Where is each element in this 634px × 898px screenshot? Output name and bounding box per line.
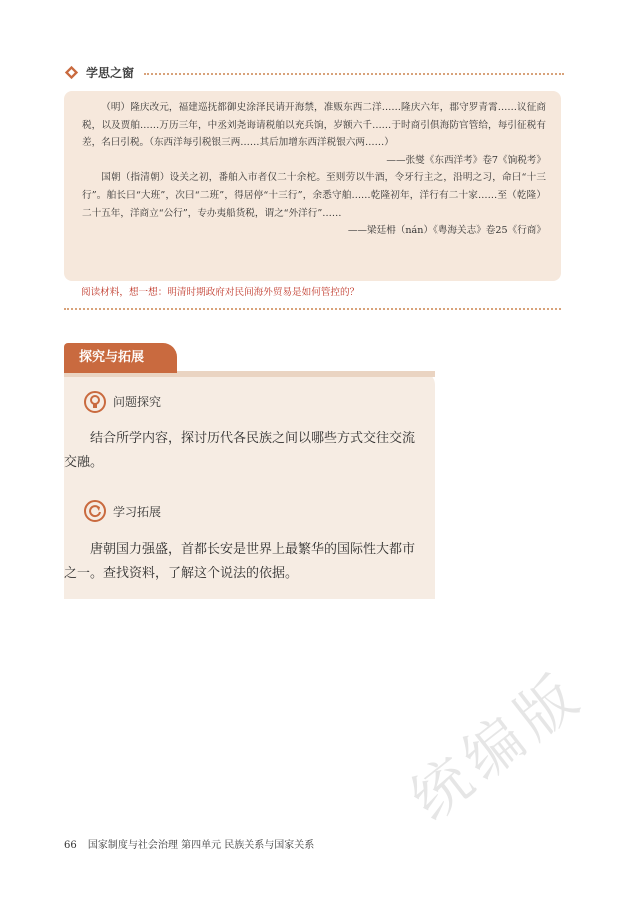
source-citation-1: ——张燮《东西洋考》卷7《饷税考》 [386,154,546,166]
reading-question: 阅读材料，想一想：明清时期政府对民间海外贸易是如何管控的？ [81,287,360,298]
learning-extension-title: 学习拓展 [113,505,162,519]
learning-extension-text: 唐朝国力强盛，首都长安是世界上最繁华的国际性大都市之一。查找资料，了解这个说法的依据。 [64,542,416,581]
problem-inquiry-text: 结合所学内容，探讨历代各民族之间以哪些方式交往交流交融。 [64,431,416,470]
watermark: 统编版 [398,658,597,834]
footer-text: 国家制度与社会治理 第四单元 民族关系与国家关系 [87,840,315,851]
extension-tab [64,343,177,373]
refresh-icon [84,500,106,522]
header-divider [144,73,564,75]
source-citation-2: ——梁廷枏（nán）《粤海关志》卷25《行商》 [347,225,546,237]
source-paragraph-2: 国朝（指清朝）设关之初，番舶入市者仅二十余柁。至则劳以牛酒，令牙行主之，沿明之习，命曰“十三行”。舶长曰“大班”，次曰“二班”，得居停“十三行”，余悉守舶……乾隆初年，洋行有二十家……至（乾隆）二十五年，洋商立“公行”，专办夷船货税，谓之“外洋行”…… [82,172,546,219]
page-number: 66 [64,840,77,851]
extension-tab-label: 探究与拓展 [79,350,145,365]
learning-extension-body [64,538,422,586]
section-divider [64,308,561,310]
lightbulb-icon [84,391,106,413]
problem-inquiry-body [64,427,422,475]
page-footer [64,839,314,853]
section-title: 学思之窗 [86,66,135,80]
source-material-box [64,91,561,281]
problem-inquiry-title: 问题探究 [113,395,162,409]
source-paragraph-1: （明）隆庆改元，福建巡抚都御史涂泽民请开海禁，准贩东西二洋……隆庆六年，郡守罗青霄……议征商税，以及贾舶……万历三年，中丞刘尧诲请税舶以充兵饷，岁额六千……于时商引俱海防官管给，每引征税有差，名曰引税。（东西洋每引税银三两……其后加增东西洋税银六两……） [82,102,546,149]
section-header [64,64,564,82]
diamond-logo-icon [64,65,79,80]
